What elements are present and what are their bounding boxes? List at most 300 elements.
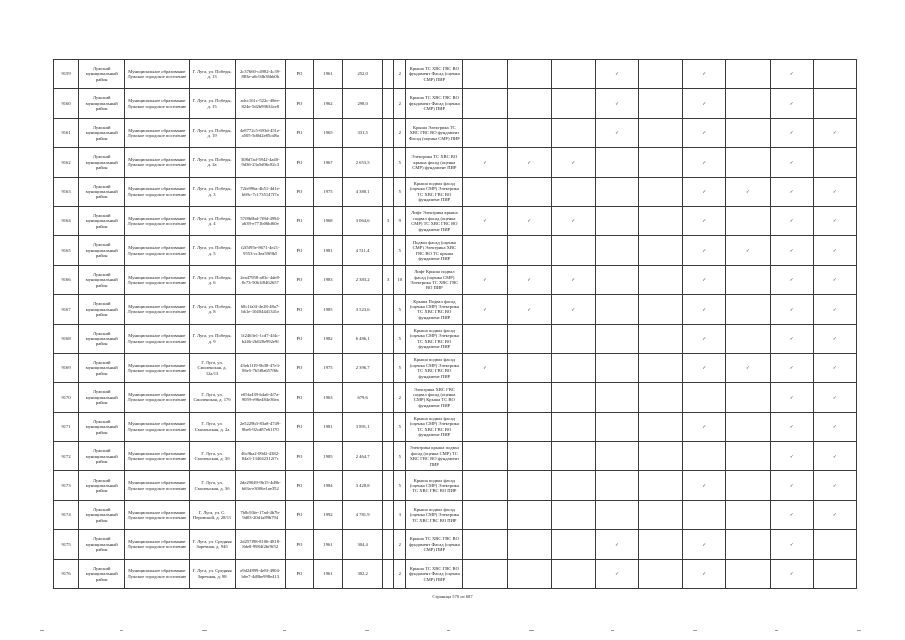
cadastral-id-cell: 1f2463e1-1cd7-4f4c-b246-2b028e992e9f: [235, 324, 285, 353]
works-cell: Крыша ТС ХВС ГВС ВО фундамент Фасад (оценка СМР) ПИР: [406, 559, 463, 588]
area-cell: 331,5: [343, 118, 383, 147]
organization-cell: Муниципальное образование Лужское городское поселение: [125, 236, 189, 265]
check-cell: [507, 471, 551, 500]
check-cell: [595, 383, 638, 412]
cadastral-id-cell: 2e5229b3-83a8-4749-8be6-92cd87e61f70: [235, 412, 285, 441]
municipality-cell: Лужский муниципальный район: [79, 530, 125, 559]
check-cell: [507, 500, 551, 529]
check-cell: [639, 148, 683, 177]
table-row: [54, 383, 857, 412]
checkmark-icon: ✓: [789, 189, 794, 195]
check-cell: [463, 60, 507, 89]
municipality-cell: Лужский муниципальный район: [79, 559, 125, 588]
ownership-type-cell: РО: [285, 412, 313, 441]
area-cell: 3 523,6: [343, 295, 383, 324]
check-cell: [683, 412, 726, 441]
area-cell: 3 428,8: [343, 471, 383, 500]
lift-count-cell: 3: [383, 265, 394, 294]
check-cell: [813, 383, 856, 412]
ownership-type-cell: РО: [285, 265, 313, 294]
check-cell: [683, 265, 726, 294]
address-cell: Г. Луга, ул. Смоленская, д. 3б: [189, 442, 235, 471]
table-row: [54, 118, 857, 147]
cadastral-id-cell: 2c37660-c4982-4c39-883e-a6c94b36bb0b: [235, 60, 285, 89]
check-cell: [683, 206, 726, 235]
check-cell: [770, 559, 813, 588]
check-cell: [595, 236, 638, 265]
cadastral-id-cell: 72fe996a-4b51-4d1e-b69c-7c1735147f7a: [235, 177, 285, 206]
organization-cell: Муниципальное образование Лужское городское поселение: [125, 324, 189, 353]
address-cell: Г. Луга, ул. Победы, д. 5: [189, 236, 235, 265]
check-cell: [507, 530, 551, 559]
check-cell: [639, 206, 683, 235]
checkmark-icon: ✓: [615, 71, 619, 77]
municipality-cell: Лужский муниципальный район: [79, 353, 125, 382]
check-cell: [463, 353, 507, 382]
ownership-type-cell: РО: [285, 530, 313, 559]
organization-cell: Муниципальное образование Лужское городское поселение: [125, 118, 189, 147]
check-cell: [507, 148, 551, 177]
organization-cell: Муниципальное образование Лужское городское поселение: [125, 530, 189, 559]
cadastral-id-cell: 43eb1f19-9b38-47e3-86e5-7b5f8a657f6b: [235, 353, 285, 382]
check-cell: [726, 206, 770, 235]
table-row: [54, 265, 857, 294]
table-body: [54, 60, 857, 589]
address-cell: Г. Луга, ул. Средняя Заречная, д. 98: [189, 559, 235, 588]
check-cell: [639, 324, 683, 353]
cadastral-id-cell: f2f5f95e-8671-4e21-9553-cc3ea59f9b5: [235, 236, 285, 265]
check-cell: [683, 236, 726, 265]
check-cell: [683, 353, 726, 382]
checkmark-icon: ✓: [789, 512, 794, 518]
table-row: [54, 60, 857, 89]
check-cell: [595, 118, 638, 147]
check-cell: [770, 206, 813, 235]
check-cell: [813, 118, 856, 147]
works-cell: Крыша Электрика ТС ХВС ГВС ВО фундамент Фасад (оценка СМР) ПИР: [406, 118, 463, 147]
check-cell: [551, 383, 595, 412]
row-number: 9160: [54, 89, 79, 118]
floor-count-cell: 5: [394, 353, 406, 382]
check-cell: [463, 559, 507, 588]
floor-count-cell: 2: [394, 118, 406, 147]
checkmark-icon: ✓: [571, 277, 576, 283]
floor-count-cell: 5: [394, 295, 406, 324]
cadastral-id-cell: 57f8b0bd-7f8d-4994-a639-e771b06bf60e: [235, 206, 285, 235]
check-cell: [683, 89, 726, 118]
area-cell: 2 396,7: [343, 353, 383, 382]
check-cell: [813, 412, 856, 441]
row-number: 9161: [54, 118, 79, 147]
floor-count-cell: 2: [394, 530, 406, 559]
checkmark-icon: ✓: [832, 189, 837, 195]
checkmark-icon: ✓: [789, 453, 794, 459]
checkmark-icon: ✓: [702, 541, 707, 547]
check-cell: [507, 265, 551, 294]
checkmark-icon: ✓: [615, 541, 619, 547]
check-cell: [595, 89, 638, 118]
check-cell: [726, 60, 770, 89]
check-cell: [683, 471, 726, 500]
municipality-cell: Лужский муниципальный район: [79, 442, 125, 471]
checkmark-icon: ✓: [702, 71, 707, 77]
organization-cell: Муниципальное образование Лужское городское поселение: [125, 265, 189, 294]
checkmark-icon: ✓: [702, 218, 707, 224]
check-cell: [507, 324, 551, 353]
check-cell: [683, 442, 726, 471]
organization-cell: Муниципальное образование Лужское городское поселение: [125, 60, 189, 89]
check-cell: [726, 530, 770, 559]
works-cell: Крыша ТС ХВС ГВС ВО фундамент Фасад (оценка СМР) ПИР: [406, 60, 463, 89]
organization-cell: Муниципальное образование Лужское городское поселение: [125, 559, 189, 588]
area-cell: 4 380,1: [343, 177, 383, 206]
works-cell: Крыша подвал фасад (оценка СМР) Электрика ТС ХВС ГВС ВО фундамент ПИР: [406, 177, 463, 206]
lift-count-cell: [383, 383, 394, 412]
checkmark-icon: ✓: [746, 247, 750, 253]
check-cell: [770, 118, 813, 147]
check-cell: [770, 383, 813, 412]
check-cell: [726, 118, 770, 147]
lift-count-cell: [383, 324, 394, 353]
check-cell: [595, 206, 638, 235]
address-cell: Г. Луга, ул. Победы, д. 4: [189, 206, 235, 235]
checkmark-icon: ✓: [832, 306, 837, 312]
row-number: 9167: [54, 295, 79, 324]
check-cell: [639, 383, 683, 412]
checkmark-icon: ✓: [832, 247, 837, 253]
address-cell: Г. Луга, ул. Победы, д. 3: [189, 177, 235, 206]
build-year-cell: 1985: [313, 295, 342, 324]
check-cell: [639, 236, 683, 265]
check-cell: [595, 442, 638, 471]
organization-cell: Муниципальное образование Лужское городское поселение: [125, 353, 189, 382]
check-cell: [726, 383, 770, 412]
checkmark-icon: ✓: [527, 306, 532, 312]
table-row: [54, 236, 857, 265]
ownership-type-cell: РО: [285, 324, 313, 353]
area-cell: 6 486,1: [343, 324, 383, 353]
area-cell: 2 383,2: [343, 265, 383, 294]
check-cell: [463, 236, 507, 265]
check-cell: [595, 60, 638, 89]
checkmark-icon: ✓: [702, 336, 707, 341]
lift-count-cell: [383, 471, 394, 500]
area-cell: 2 653,5: [343, 148, 383, 177]
checkmark-icon: ✓: [702, 306, 707, 312]
ownership-type-cell: РО: [285, 148, 313, 177]
row-number: 9159: [54, 60, 79, 89]
check-cell: [770, 265, 813, 294]
address-cell: Г. Луга, ул. Победы, д. 8: [189, 295, 235, 324]
checkmark-icon: ✓: [483, 365, 487, 371]
row-number: 9168: [54, 324, 79, 353]
table-row: [54, 412, 857, 441]
check-cell: [813, 89, 856, 118]
checkmark-icon: ✓: [746, 189, 750, 195]
organization-cell: Муниципальное образование Лужское городское поселение: [125, 206, 189, 235]
checkmark-icon: ✓: [527, 159, 532, 165]
address-cell: Г. Луга, ул. Победы, д. 15: [189, 89, 235, 118]
cadastral-id-cell: 2de29049-9b15-4d9b-b63a-e3006e1ae352: [235, 471, 285, 500]
row-number: 9172: [54, 442, 79, 471]
works-cell: Крыша подвал фасад (оценка СМР) Электрика ТС ХВС ГВС ВО фундамент ПИР: [406, 324, 463, 353]
table-row: [54, 206, 857, 235]
address-cell: Г. Луга, ул. Победы, д. 2а: [189, 148, 235, 177]
check-cell: [770, 500, 813, 529]
check-cell: [551, 412, 595, 441]
cadastral-id-cell: 68c1fa3f-4e28-48a7-bb1e-104044d1341e: [235, 295, 285, 324]
check-cell: [463, 442, 507, 471]
check-cell: [726, 177, 770, 206]
ownership-type-cell: РО: [285, 559, 313, 588]
check-cell: [551, 559, 595, 588]
check-cell: [726, 89, 770, 118]
floor-count-cell: 2: [394, 89, 406, 118]
floor-count-cell: 5: [394, 236, 406, 265]
works-cell: Крыша подвал фасад (оценка СМР) Электрика ТС ХВС ГВС ВО ПИР: [406, 471, 463, 500]
municipality-cell: Лужский муниципальный район: [79, 118, 125, 147]
cadastral-id-cell: e9d24899-4e8f-4904-b6e7-4d8be998e413: [235, 559, 285, 588]
build-year-cell: 1982: [313, 324, 342, 353]
cadastral-id-cell: 2ea47958-a83c-4de8-8c73-50b1f8462657: [235, 265, 285, 294]
check-cell: [463, 383, 507, 412]
build-year-cell: 1985: [313, 442, 342, 471]
area-cell: 3 064,6: [343, 206, 383, 235]
build-year-cell: 1975: [313, 353, 342, 382]
row-number: 9170: [54, 383, 79, 412]
check-cell: [595, 177, 638, 206]
checkmark-icon: ✓: [527, 218, 532, 224]
check-cell: [551, 324, 595, 353]
checkmark-icon: ✓: [789, 130, 794, 136]
check-cell: [813, 324, 856, 353]
check-cell: [726, 295, 770, 324]
check-cell: [770, 89, 813, 118]
checkmark-icon: ✓: [789, 277, 794, 283]
lift-count-cell: [383, 295, 394, 324]
ownership-type-cell: РО: [285, 295, 313, 324]
check-cell: [463, 206, 507, 235]
works-cell: Крыша подвал фасад (оценка СМР) Электрика ТС ХВС ГВС ВО фундамент ПИР: [406, 412, 463, 441]
scan-mark: [857, 630, 861, 631]
checkmark-icon: ✓: [832, 453, 837, 459]
municipality-cell: Лужский муниципальный район: [79, 471, 125, 500]
floor-count-cell: 5: [394, 148, 406, 177]
check-cell: [507, 383, 551, 412]
address-cell: Г. Луга, ул. Смоленская, д. 2а: [189, 412, 235, 441]
lift-count-cell: [383, 530, 394, 559]
works-cell: Лифт Крыша подвал фасад (оценка СМР) Электрика ТС ХВС ГВС ВО ПИР: [406, 265, 463, 294]
checkmark-icon: ✓: [615, 100, 619, 106]
cadastral-id-cell: 46c9ba2-09d2-4382-84a3-134042312f7c: [235, 442, 285, 471]
table-row: [54, 500, 857, 529]
checkmark-icon: ✓: [789, 306, 794, 312]
lift-count-cell: [383, 118, 394, 147]
ownership-type-cell: РО: [285, 60, 313, 89]
works-cell: Крыша ТС ХВС ГВС ВО фундамент Фасад (оценка СМР) ПИР: [406, 530, 463, 559]
address-cell: Г. Луга, ул. Смоленская, д. 12а/13: [189, 353, 235, 382]
checkmark-icon: ✓: [789, 100, 794, 106]
checkmark-icon: ✓: [789, 365, 794, 371]
checkmark-icon: ✓: [483, 159, 487, 165]
check-cell: [813, 442, 856, 471]
scan-mark: [775, 630, 778, 631]
cadastral-id-cell: e05fa439-b4a6-4f7a-9059-e96e484e36ea: [235, 383, 285, 412]
floor-count-cell: 2: [394, 383, 406, 412]
checkmark-icon: ✓: [789, 541, 794, 547]
check-cell: [639, 177, 683, 206]
table-row: [54, 148, 857, 177]
ownership-type-cell: РО: [285, 236, 313, 265]
scan-mark: [529, 630, 534, 631]
ownership-type-cell: РО: [285, 442, 313, 471]
check-cell: [463, 471, 507, 500]
works-cell: Крыша подвал фасад (оценка СМР) Электрика ТС ХВС ГВС ВО фундамент ПИР: [406, 353, 463, 382]
scan-mark: [40, 630, 44, 631]
works-cell: Электрика ХВС ГВС подвал фасад (оценка СМР) Крыша ТС ВО фундамент ПИР: [406, 383, 463, 412]
checkmark-icon: ✓: [571, 218, 576, 224]
check-cell: [683, 177, 726, 206]
check-cell: [551, 177, 595, 206]
lift-count-cell: [383, 442, 394, 471]
checkmark-icon: ✓: [615, 130, 619, 136]
row-number: 9175: [54, 530, 79, 559]
address-cell: Г. Луга, ул. Смоленская, д. 3б: [189, 471, 235, 500]
row-number: 9164: [54, 206, 79, 235]
check-cell: [770, 442, 813, 471]
table-row: [54, 295, 857, 324]
check-cell: [507, 442, 551, 471]
area-cell: 2 464,7: [343, 442, 383, 471]
floor-count-cell: 5: [394, 471, 406, 500]
area-cell: 252,0: [343, 60, 383, 89]
checkmark-icon: ✓: [832, 277, 837, 283]
check-cell: [639, 442, 683, 471]
lift-count-cell: [383, 500, 394, 529]
check-cell: [813, 60, 856, 89]
municipality-cell: Лужский муниципальный район: [79, 89, 125, 118]
lift-count-cell: [383, 177, 394, 206]
organization-cell: Муниципальное образование Лужское городское поселение: [125, 148, 189, 177]
table-row: [54, 353, 857, 382]
scan-mark: [120, 630, 123, 631]
address-cell: Г. Луга, ул. Средняя Заречная, д. 94б: [189, 530, 235, 559]
check-cell: [551, 89, 595, 118]
checkmark-icon: ✓: [789, 71, 794, 77]
area-cell: 304,4: [343, 530, 383, 559]
check-cell: [639, 500, 683, 529]
check-cell: [463, 177, 507, 206]
scan-mark: [202, 630, 207, 631]
cadastral-id-cell: 308d7ad-5942-4a40-9d36-23a5d06c82c3: [235, 148, 285, 177]
check-cell: [639, 471, 683, 500]
checkmark-icon: ✓: [571, 159, 576, 165]
lift-count-cell: [383, 89, 394, 118]
works-cell: Подвал фасад (оценка СМР) Электрика ХВС ГВС ВО ТС крыша фундамент ПИР: [406, 236, 463, 265]
check-cell: [726, 412, 770, 441]
table-row: [54, 559, 857, 588]
check-cell: [770, 295, 813, 324]
check-cell: [726, 265, 770, 294]
municipality-cell: Лужский муниципальный район: [79, 60, 125, 89]
check-cell: [507, 559, 551, 588]
works-cell: Крыша подвал фасад (оценка СМР) Электрика ТС ХВС ГВС ВО ПИР: [406, 500, 463, 529]
check-cell: [813, 559, 856, 588]
check-cell: [551, 442, 595, 471]
check-cell: [551, 353, 595, 382]
ownership-type-cell: РО: [285, 383, 313, 412]
build-year-cell: 1967: [313, 148, 342, 177]
checkmark-icon: ✓: [832, 482, 837, 488]
organization-cell: Муниципальное образование Лужское городское поселение: [125, 471, 189, 500]
check-cell: [595, 265, 638, 294]
checkmark-icon: ✓: [789, 336, 794, 341]
build-year-cell: 1983: [313, 265, 342, 294]
organization-cell: Муниципальное образование Лужское городское поселение: [125, 89, 189, 118]
check-cell: [683, 383, 726, 412]
check-cell: [726, 353, 770, 382]
check-cell: [595, 530, 638, 559]
build-year-cell: 1984: [313, 471, 342, 500]
scan-edge-marks: [0, 628, 905, 634]
check-cell: [463, 412, 507, 441]
checkmark-icon: ✓: [832, 218, 837, 224]
check-cell: [507, 236, 551, 265]
row-number: 9163: [54, 177, 79, 206]
check-cell: [770, 177, 813, 206]
checkmark-icon: ✓: [789, 482, 794, 488]
checkmark-icon: ✓: [702, 482, 707, 488]
floor-count-cell: 5: [394, 442, 406, 471]
check-cell: [551, 500, 595, 529]
check-cell: [639, 295, 683, 324]
row-number: 9165: [54, 236, 79, 265]
organization-cell: Муниципальное образование Лужское городское поселение: [125, 295, 189, 324]
area-cell: 3 891,1: [343, 412, 383, 441]
checkmark-icon: ✓: [702, 571, 707, 577]
table-row: [54, 530, 857, 559]
lift-count-cell: [383, 353, 394, 382]
checkmark-icon: ✓: [789, 571, 794, 577]
floor-count-cell: 9: [394, 206, 406, 235]
area-cell: 4 781,9: [343, 500, 383, 529]
lift-count-cell: [383, 412, 394, 441]
cadastral-id-cell: 2d257f98-8106-4818-8de8-9984f2bf9f52: [235, 530, 285, 559]
check-cell: [770, 530, 813, 559]
check-cell: [463, 324, 507, 353]
floor-count-cell: 3: [394, 500, 406, 529]
check-cell: [639, 265, 683, 294]
check-cell: [726, 471, 770, 500]
address-cell: Г. Луга, ул. Победы, д. 9: [189, 324, 235, 353]
checkmark-icon: ✓: [832, 336, 837, 341]
check-cell: [551, 530, 595, 559]
ownership-type-cell: РО: [285, 89, 313, 118]
check-cell: [507, 353, 551, 382]
checkmark-icon: ✓: [483, 218, 487, 224]
row-number: 9174: [54, 500, 79, 529]
scan-mark: [283, 630, 286, 631]
checkmark-icon: ✓: [702, 130, 707, 136]
lift-count-cell: [383, 236, 394, 265]
check-cell: [639, 559, 683, 588]
check-cell: [595, 412, 638, 441]
area-cell: 4 511,4: [343, 236, 383, 265]
check-cell: [595, 324, 638, 353]
check-cell: [683, 60, 726, 89]
check-cell: [595, 500, 638, 529]
check-cell: [726, 148, 770, 177]
